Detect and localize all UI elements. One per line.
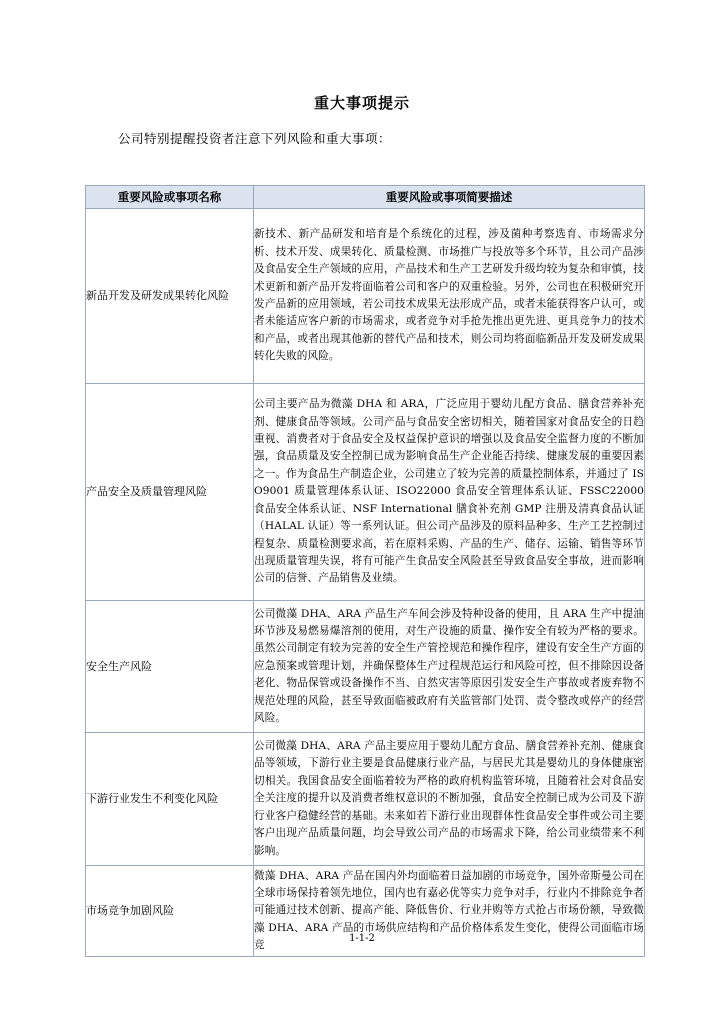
risk-desc-cell <box>254 384 645 601</box>
table-row <box>86 384 645 601</box>
table-row <box>86 733 645 866</box>
header-risk-desc: 重要风险或事项简要描述 <box>254 186 645 209</box>
table-row <box>86 209 645 384</box>
table-header-row <box>86 186 645 209</box>
intro-text: 公司特别提醒投资者注意下列风险和重大事项： <box>118 131 392 146</box>
risk-description: 公司微藻 DHA、ARA 产品生产车间会涉及特种设备的使用，且 ARA 生产中提油环节涉及易燃易爆溶剂的使用，对生产设施的质量、操作安全有较为严格的要求。虽然公司制定有较为完善的安全生产管控规范和操作程序，建设有安全生产方面的应急预案或管理计划，并确保整体生产过程规范运行和风险可控，但不排除因设备老化、物品保管或设备操作不当、自然灾害等原因引发安全生产事故或者废弃物不规范处理的风险，甚至导致面临被政府有关监管部门处罚、责令整改或停产的经营风险。 <box>254 607 644 725</box>
risk-description: 新技术、新产品研发和培育是个系统化的过程，涉及菌种考察选育、市场需求分析、技术开发、成果转化、质量检测、市场推广与投放等多个环节，且公司产品涉及食品安全生产领域的应用，产品技术和生产工艺研发升级均较为复杂和审慎，技术更新和新产品开发将面临着公司和客户的双重检验。另外，公司也在积极研究开发产品新的应用领域，若公司技术成果无法形成产品，或者未能获得客户认可，或者未能适应客户新的市场需求，或者竞争对手抢先推出更先进、更具竞争力的技术和产品，或者出现其他新的替代产品和技术，则公司均将面临新品开发及研发成果转化失败的风险。 <box>254 228 644 363</box>
risk-name: 安全生产风险 <box>86 601 254 733</box>
page-title: 重大事项提示 <box>313 94 410 112</box>
risk-desc-cell <box>254 209 645 384</box>
risk-desc-cell <box>254 733 645 866</box>
risk-name: 市场竞争加剧风险 <box>86 866 254 957</box>
risk-table <box>85 185 645 957</box>
risk-description: 公司微藻 DHA、ARA 产品主要应用于婴幼儿配方食品、膳食营养补充剂、健康食品等领域，下游行业主要是食品健康行业产品，与居民尤其是婴幼儿的身体健康密切相关。我国食品安全面临着较为严格的政府机构监管环境，且随着社会对食品安全关注度的提升以及消费者维权意识的不断加强，食品安全控制已成为公司及下游行业客户稳健经营的基础。未来如若下游行业出现群体性食品安全事件或公司主要客户出现产品质量问题，均会导致公司产品的市场需求下降，给公司业绩带来不利影响。 <box>254 740 644 857</box>
risk-name: 新品开发及研发成果转化风险 <box>86 209 254 384</box>
risk-description: 微藻 DHA、ARA 产品在国内外均面临着日益加剧的市场竞争，国外帝斯曼公司在全球市场保持着领先地位，国内也有嘉必优等实力竞争对手，行业内不排除竞争者可能通过技术创新、提高产能、降低售价、行业并购等方式抢占市场份额，导致微藻 DHA、ARA 产品的市场供应结构和产品价格体系发生变化，使得公司面临市场竞 <box>254 869 644 952</box>
risk-description: 公司主要产品为微藻 DHA 和 ARA，广泛应用于婴幼儿配方食品、膳食营养补充剂、健康食品等领域。公司产品与食品安全密切相关，随着国家对食品安全的日趋重视、消费者对于食品安全及权益保护意识的增强以及食品安全监督力度的不断加强，食品质量及安全控制已成为影响食品生产企业能否持续、健康发展的重要因素之一。作为食品生产制造企业，公司建立了较为完善的质量控制体系，并通过了 ISO9001 质量管理体系认证、ISO22000 食品安全管理体系认证、FSSC22000 食品安全体系认证、NSF International 膳食补充剂 GMP 注册及清真食品认证（HALAL 认证）等一系列认证。但公司产品涉及的原料品种多、生产工艺控制过程复杂、质量检测要求高，若在原料采购、产品的生产、储存、运输、销售等环节出现质量管理失误，将有可能产生食品安全风险甚至导致食品安全事故，进而影响公司的信誉、产品销售及业绩。 <box>254 398 644 585</box>
header-risk-name: 重要风险或事项名称 <box>86 186 254 209</box>
page-number: 1-1-2 <box>349 933 375 944</box>
risk-desc-cell <box>254 601 645 733</box>
risk-name: 下游行业发生不利变化风险 <box>86 733 254 866</box>
risk-name: 产品安全及质量管理风险 <box>86 384 254 601</box>
table-row <box>86 601 645 733</box>
